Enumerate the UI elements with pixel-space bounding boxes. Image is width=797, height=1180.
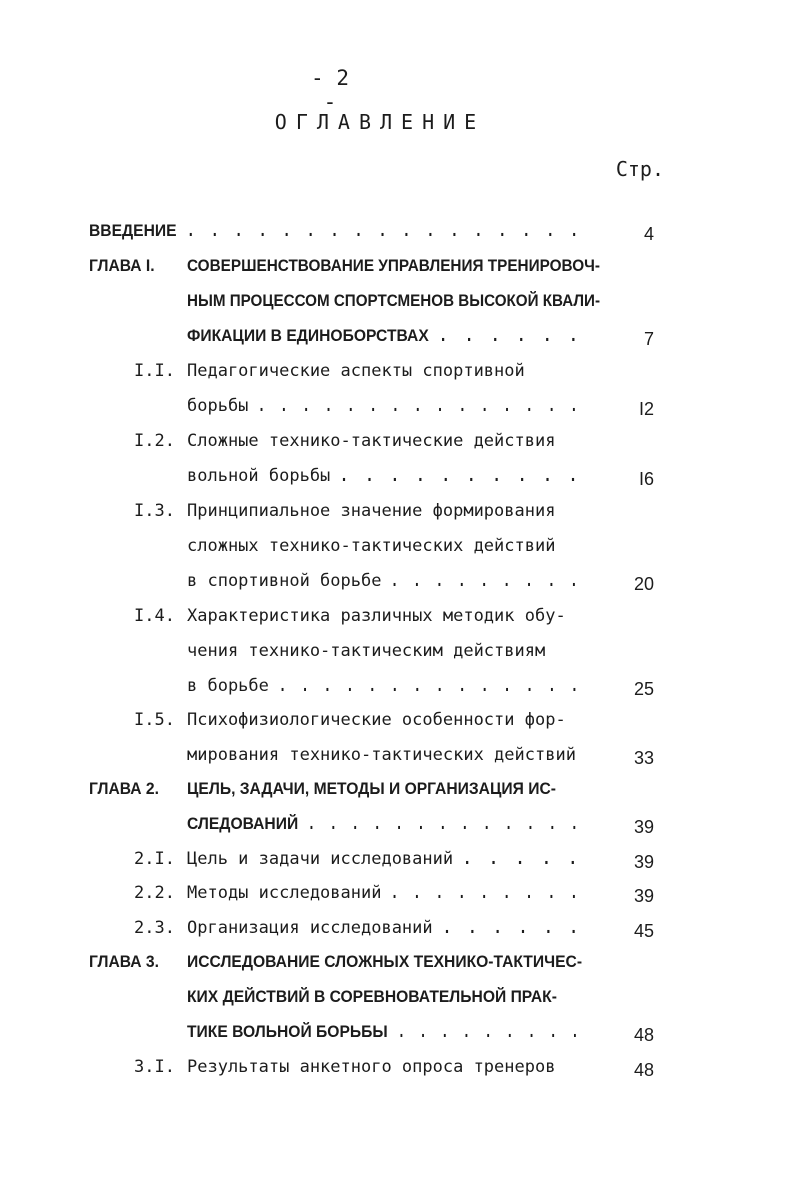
entry-title: Результаты анкетного опроса тренеров — [187, 1057, 556, 1077]
toc-title: ОГЛАВЛЕНИЕ — [274, 110, 486, 134]
page-ref: 33 — [633, 748, 654, 768]
page-ref: 39 — [633, 886, 654, 906]
toc-entry — [0, 1049, 797, 1083]
dot-leader: . . . . . . — [442, 918, 582, 938]
page-number: - 2 - — [311, 66, 349, 114]
dot-leader: . . . . . . . . . . . . . . . . . — [186, 221, 582, 241]
toc-entry — [0, 563, 797, 597]
section-number: 2.I. — [134, 849, 175, 869]
entry-title: сложных технико-тактических действий — [187, 536, 556, 556]
toc-entry — [0, 388, 797, 422]
toc-entry — [0, 944, 797, 978]
entry-title: ИССЛЕДОВАНИЕ СЛОЖНЫХ ТЕХНИКО-ТАКТИЧЕС- — [187, 952, 583, 971]
page-ref: I2 — [638, 399, 654, 419]
entry-title: СОВЕРШЕНСТВОВАНИЕ УПРАВЛЕНИЯ ТРЕНИРОВОЧ- — [187, 256, 600, 275]
dot-leader: . . . . . . . . . . . . . . — [278, 676, 582, 696]
page-ref: 39 — [633, 817, 654, 837]
entry-title: Характеристика различных методик обу- — [187, 606, 566, 626]
page-ref: 7 — [643, 329, 654, 349]
page-ref: 48 — [633, 1025, 654, 1045]
dot-leader: . . . . . — [463, 849, 582, 869]
section-number: I.I. — [134, 361, 175, 381]
section-number: 3.I. — [134, 1057, 175, 1077]
page-ref: 25 — [633, 679, 654, 699]
toc-entry — [0, 283, 797, 317]
page-ref: I6 — [638, 469, 654, 489]
toc-entry — [0, 841, 797, 875]
section-number: I.4. — [134, 606, 175, 626]
entry-title: в спортивной борьбе — [187, 571, 382, 591]
entry-title: Сложные технико-тактические действия — [187, 431, 556, 451]
dot-leader: . . . . . . . . . . . . . — [308, 814, 582, 834]
toc-entry — [0, 213, 797, 247]
entry-title: в борьбе — [187, 676, 269, 696]
toc-entry — [0, 1014, 797, 1048]
toc-entry — [0, 318, 797, 352]
toc-entry — [0, 979, 797, 1013]
dot-leader: . . . . . . . . . — [391, 883, 582, 903]
toc-entry — [0, 702, 797, 736]
dot-leader: . . . . . . . . . . — [340, 466, 582, 486]
page-column-header: Стр. — [615, 157, 664, 181]
toc-entry — [0, 598, 797, 632]
toc-entry — [0, 668, 797, 702]
section-number: I.2. — [134, 431, 175, 451]
entry-title: вольной борьбы — [187, 466, 331, 486]
toc-entry — [0, 528, 797, 562]
entry-title: ЦЕЛЬ, ЗАДАЧИ, МЕТОДЫ И ОРГАНИЗАЦИЯ ИС- — [187, 779, 556, 798]
toc-entry — [0, 737, 797, 771]
page-ref: 45 — [633, 921, 654, 941]
toc-entry — [0, 248, 797, 282]
entry-title: ФИКАЦИИ В ЕДИНОБОРСТВАХ — [187, 326, 429, 345]
page-ref: 39 — [633, 852, 654, 872]
toc-entry — [0, 353, 797, 387]
toc-entry — [0, 771, 797, 805]
entry-title: ВВЕДЕНИЕ — [89, 221, 177, 240]
entry-title: Организация исследований — [187, 918, 433, 938]
dot-leader: . . . . . . . . . — [397, 1022, 582, 1042]
entry-title: НЫМ ПРОЦЕССОМ СПОРТСМЕНОВ ВЫСОКОЙ КВАЛИ- — [187, 291, 600, 310]
page-ref: 4 — [643, 224, 654, 244]
toc-entry — [0, 875, 797, 909]
entry-title: борьбы — [187, 396, 249, 416]
toc-entry — [0, 633, 797, 667]
entry-title: мирования технико-тактических действий — [187, 745, 576, 765]
toc-entry — [0, 458, 797, 492]
section-number: I.3. — [134, 501, 175, 521]
section-number: I.5. — [134, 710, 175, 730]
entry-title: Педагогические аспекты спортивной — [187, 361, 525, 381]
section-number: 2.3. — [134, 918, 175, 938]
entry-title: СЛЕДОВАНИЙ — [187, 814, 299, 833]
toc-entry — [0, 493, 797, 527]
entry-title: Методы исследований — [187, 883, 382, 903]
dot-leader: . . . . . . — [438, 326, 582, 346]
toc-entry — [0, 806, 797, 840]
toc-entry — [0, 423, 797, 457]
page-ref: 20 — [633, 574, 654, 594]
entry-title: КИХ ДЕЙСТВИЙ В СОРЕВНОВАТЕЛЬНОЙ ПРАК- — [187, 987, 557, 1006]
section-number: 2.2. — [134, 883, 175, 903]
entry-title: Принципиальное значение формирования — [187, 501, 556, 521]
chapter-number: ГЛАВА I. — [89, 256, 155, 275]
chapter-number: ГЛАВА 2. — [89, 779, 159, 798]
entry-title: Психофизиологические особенности фор- — [187, 710, 566, 730]
dot-leader: . . . . . . . . . . . . . . . — [258, 396, 582, 416]
page-ref: 48 — [633, 1060, 654, 1080]
entry-title: ТИКЕ ВОЛЬНОЙ БОРЬБЫ — [187, 1022, 388, 1041]
chapter-number: ГЛАВА 3. — [89, 952, 159, 971]
entry-title: чения технико-тактическим действиям — [187, 641, 546, 661]
entry-title: Цель и задачи исследований — [187, 849, 454, 869]
dot-leader: . . . . . . . . . — [391, 571, 582, 591]
toc-entry — [0, 910, 797, 944]
